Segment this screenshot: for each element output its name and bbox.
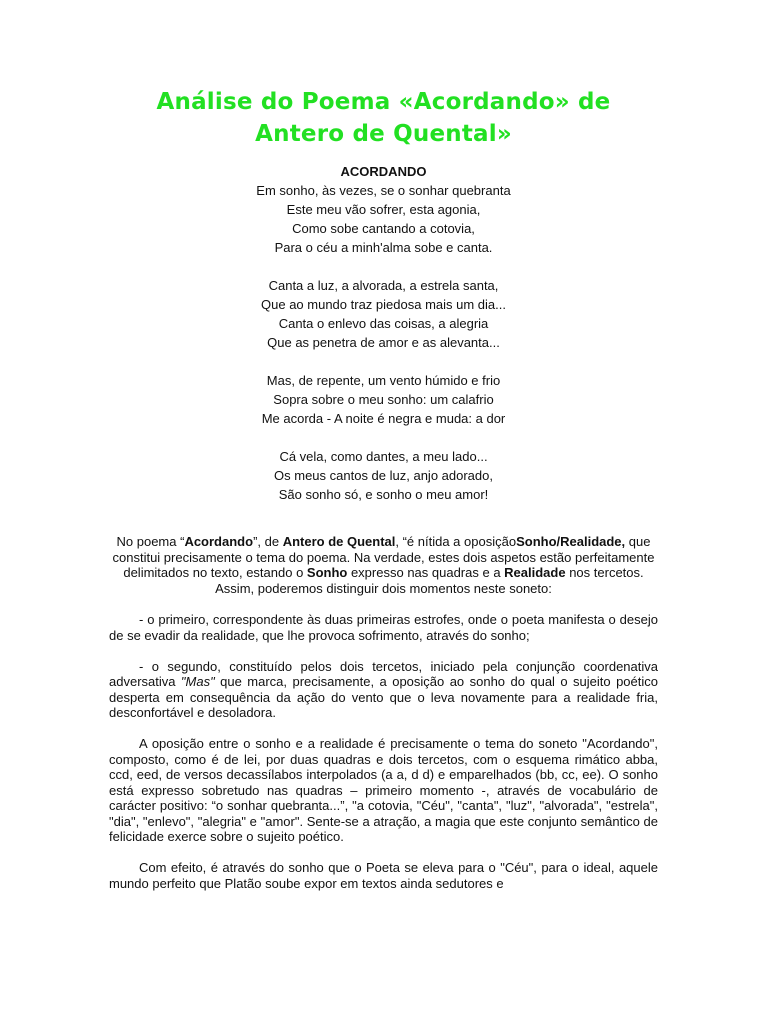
poem-heading: ACORDANDO [340,164,427,179]
poem-line: Como sobe cantando a cotovia, [292,221,475,236]
poem-line: Sopra sobre o meu sonho: um calafrio [273,392,494,407]
intro-bold: Realidade [504,565,566,580]
poem-line: Canta o enlevo das coisas, a alegria [278,316,489,331]
poem-line: Este meu vão sofrer, esta agonia, [286,202,481,217]
intro-text: , “é nítida a oposição [395,534,517,549]
intro-text: nos tercetos. Assim, poderemos distinguir dois momentos neste soneto: [215,565,644,596]
intro-bold: Acordando [184,534,254,549]
intro-text: No poema “ [116,534,185,549]
poem-line: Cá vela, como dantes, a meu lado... [279,449,488,464]
document-title: Análise do Poema «Acordando» de Antero de Quental» [156,89,611,147]
first-moment-item: - o primeiro, correspondente às duas primeiras estrofes, onde o poeta manifesta o desejo de se evadir da realidade, que lhe provoca sofrimento, através do sonho; [109,612,658,643]
poem-stanza [109,276,658,352]
poem-stanza [109,371,658,428]
intro-bold: Sonho/Realidade, [516,534,626,549]
item-italic: "Mas" [180,674,215,689]
second-moment-item [109,659,658,721]
poem-line: Canta a luz, a alvorada, a estrela santa, [268,278,499,293]
poem-stanza [109,181,658,257]
item-text: que marca, precisamente, a oposição ao sonho do qual o sujeito poético desperta em consequência da ação do vento que o leva novamente para a realidade fria, desconfortável e desoladora. [109,674,658,720]
analysis-paragraph: Com efeito, é através do sonho que o Poeta se eleva para o "Céu", para o ideal, aquele mundo perfeito que Platão soube expor em textos ainda sedutores e [109,860,658,891]
poem-line: Que ao mundo traz piedosa mais um dia... [261,297,506,312]
intro-text: que constitui precisamente o tema do poema. Na verdade, estes dois aspetos estão perfeitamente delimitados no texto, estando o [112,534,655,580]
poem [109,162,658,504]
poem-line: Mas, de repente, um vento húmido e frio [266,373,501,388]
analysis-paragraph: A oposição entre o sonho e a realidade é precisamente o tema do soneto "Acordando", composto, como é de lei, por duas quadras e dois tercetos, com o esquema rimático abba, ccd, eed, de versos decassílabos interpolados (a a, d d) e emparelhados (bb, cc, ee). O sonho está expresso sobretudo nas quadras – primeiro momento -, através de vocabulário de carácter positivo: “o sonhar quebranta...”, "a cotovia, "Céu", "canta", "luz", "alvorada", "estrela", "dia", "enlevo", "alegria" e "amor". Sente-se a atração, a magia que este conjunto semântico de felicidade exerce sobre o sujeito poético. [109,736,658,844]
poem-line: Me acorda - A noite é negra e muda: a dor [261,411,506,426]
intro-bold: Antero de Quental [282,534,396,549]
poem-stanza [109,447,658,504]
intro-text: ”, de [253,534,283,549]
poem-line: Que as penetra de amor e as alevanta... [267,335,500,350]
intro-paragraph [109,534,658,596]
poem-line: Para o céu a minh'alma sobe e canta. [274,240,493,255]
poem-line: Os meus cantos de luz, anjo adorado, [274,468,493,483]
item-text: - o segundo, constituído pelos dois tercetos, iniciado pela conjunção coordenativa adversativa [109,658,658,689]
poem-line: São sonho só, e sonho o meu amor! [278,487,489,502]
poem-line: Em sonho, às vezes, se o sonhar quebranta [256,183,511,198]
intro-bold: Sonho [306,565,348,580]
intro-text: expresso nas quadras e a [347,565,505,580]
